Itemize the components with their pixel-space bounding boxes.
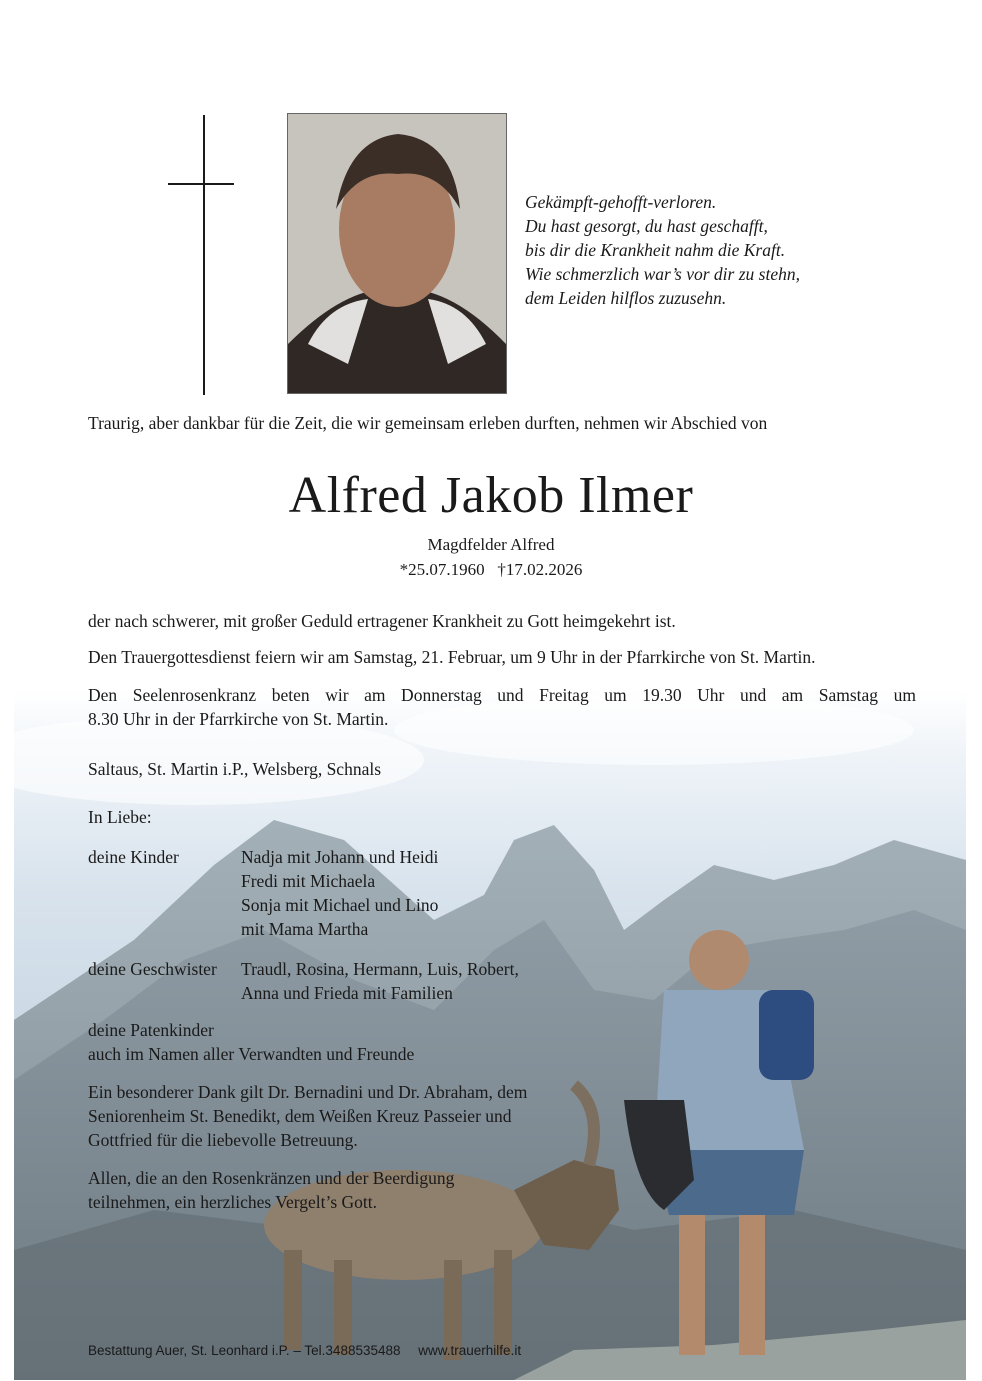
portrait-photo (287, 113, 507, 394)
poem (525, 190, 855, 310)
rosary-text-line2: 8.30 Uhr in der Pfarrkirche von St. Martin. (88, 709, 389, 729)
poem-line: bis dir die Krankheit nahm die Kraft. (525, 240, 786, 260)
intro-text: Traurig, aber dankbar für die Zeit, die wir gemeinsam erleben durften, nehmen wir Abschied von (88, 413, 768, 433)
cross-vertical-bar (203, 115, 205, 395)
family-name-line: Anna und Frieda mit Familien (241, 983, 453, 1003)
family-name-line: Traudl, Rosina, Hermann, Luis, Robert, (241, 959, 519, 979)
deceased-nickname: Magdfelder Alfred (427, 535, 555, 554)
poem-line: dem Leiden hilflos zuzusehn. (525, 288, 727, 308)
funeral-text: Den Trauergottesdienst feiern wir am Samstag, 21. Februar, um 9 Uhr in der Pfarrkirche von St. Martin. (88, 647, 816, 667)
returned-text: der nach schwerer, mit großer Geduld ertragener Krankheit zu Gott heimgekehrt ist. (88, 611, 676, 631)
relatives-text: auch im Namen aller Verwandten und Freunde (88, 1044, 415, 1064)
poem-line: Gekämpft-gehofft-verloren. (525, 192, 717, 212)
deceased-name: Alfred Jakob Ilmer (288, 467, 694, 524)
family-name-line: Fredi mit Michaela (241, 871, 376, 891)
places-text: Saltaus, St. Martin i.P., Welsberg, Schnals (88, 759, 382, 779)
rosary-text-line1: Den Seelenrosenkranz beten wir am Donnerstag und Freitag um 19.30 Uhr und am Samstag um (88, 685, 916, 705)
thanks-line: Ein besonderer Dank gilt Dr. Bernadini und Dr. Abraham, dem (88, 1082, 528, 1102)
thanks-line: Gottfried für die liebevolle Betreuung. (88, 1130, 358, 1150)
portrait-image (288, 114, 506, 393)
poem-line: Du hast gesorgt, du hast geschafft, (525, 216, 768, 236)
website-link[interactable]: www.trauerhilfe.it (418, 1343, 522, 1358)
thanks-line: teilnehmen, ein herzliches Vergelt’s Gott. (88, 1192, 377, 1212)
siblings-list (241, 957, 519, 1005)
poem-line: Wie schmerzlich war’s vor dir zu stehn, (525, 264, 800, 284)
siblings-label: deine Geschwister (88, 959, 217, 979)
thanks-line: Allen, die an den Rosenkränzen und der Beerdigung (88, 1168, 455, 1188)
funeral-company: Bestattung Auer, St. Leonhard i.P. – Tel.3488535488 (88, 1343, 401, 1358)
life-dates: *25.07.1960 †17.02.2026 (399, 560, 583, 579)
children-list (241, 845, 438, 941)
footer (88, 1343, 535, 1358)
family-name-line: Sonja mit Michael und Lino (241, 895, 439, 915)
family-name-line: mit Mama Martha (241, 919, 369, 939)
in-love-text: In Liebe: (88, 807, 152, 827)
family-name-line: Nadja mit Johann und Heidi (241, 847, 439, 867)
cross-horizontal-bar (168, 183, 234, 185)
children-label: deine Kinder (88, 847, 179, 867)
godchildren-text: deine Patenkinder (88, 1020, 214, 1040)
thanks-line: Seniorenheim St. Benedikt, dem Weißen Kreuz Passeier und (88, 1106, 512, 1126)
